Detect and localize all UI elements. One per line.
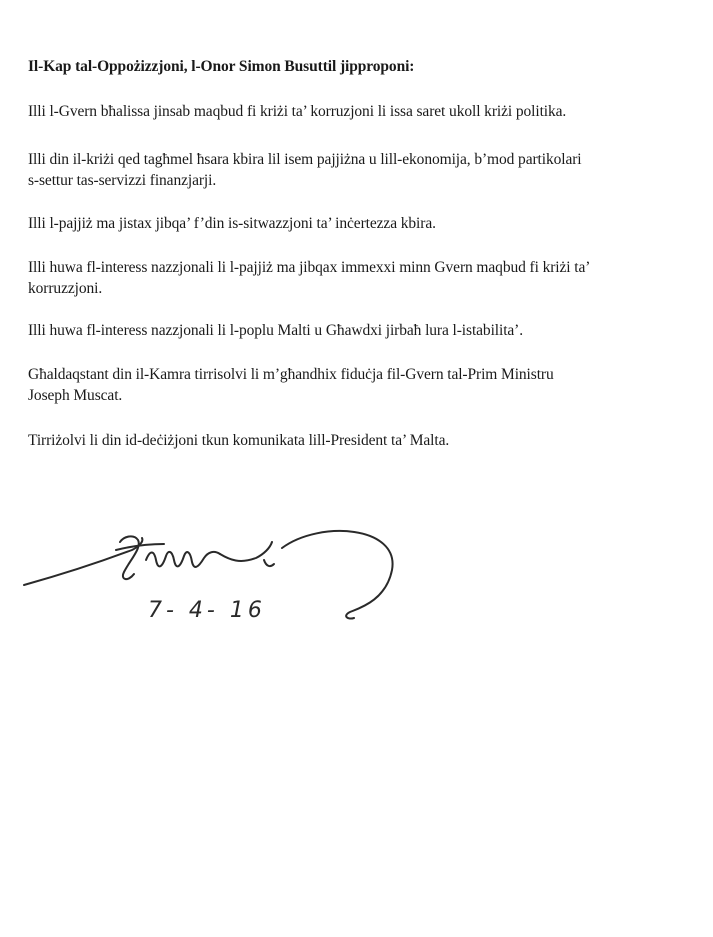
paragraph-line: Illi huwa fl-interess nazzjonali li l-poplu Malti u Għawdxi jirbaħ lura l-istabilita’. <box>28 322 524 339</box>
signature-stroke <box>220 542 272 561</box>
motion-paragraph-2 <box>28 149 582 191</box>
paragraph-line: Illi l-pajjiż ma jistax jibqa’ f’din is-sitwazzjoni ta’ inċertezza kbira. <box>28 215 436 232</box>
paragraph-line: s-settur tas-servizzi finanzjarji. <box>28 172 217 189</box>
paragraph-line: Tirriżolvi li din id-deċiżjoni tkun komunikata lill-President ta’ Malta. <box>28 432 450 449</box>
paragraph-line: Illi l-Gvern bħalissa jinsab maqbud fi kriżi ta’ korruzjoni li issa saret ukoll kriżi politika. <box>28 103 567 120</box>
motion-paragraph-7 <box>28 430 449 451</box>
motion-paragraph-4 <box>28 257 590 299</box>
signature-date: 7- 4- 16 <box>148 598 266 623</box>
motion-paragraph-5 <box>28 320 523 341</box>
paragraph-line: Għaldaqstant din il-Kamra tirrisolvi li m’għandhix fiduċja fil-Gvern tal-Prim Ministru <box>28 366 554 383</box>
paragraph-line: Illi din il-kriżi qed tagħmel ħsara kbira lil isem pajjiżna u lill-ekonomija, b’mod partikolari <box>28 151 582 168</box>
signature-stroke <box>282 531 393 619</box>
motion-paragraph-6 <box>28 364 554 406</box>
signature-stroke <box>146 552 220 567</box>
signature-stroke <box>120 536 139 579</box>
paragraph-line: korruzzjoni. <box>28 280 103 297</box>
motion-paragraph-1 <box>28 101 566 122</box>
signature-stroke <box>116 544 164 550</box>
paragraph-line: Joseph Muscat. <box>28 387 123 404</box>
signature-block <box>20 520 420 640</box>
motion-paragraph-3 <box>28 213 436 234</box>
paragraph-line: Illi huwa fl-interess nazzjonali li l-pajjiż ma jibqax immexxi minn Gvern maqbud fi kriżi ta’ <box>28 259 591 276</box>
signature-stroke <box>264 560 274 566</box>
motion-heading: Il-Kap tal-Oppożizzjoni, l-Onor Simon Busuttil jipproponi: <box>28 58 415 75</box>
